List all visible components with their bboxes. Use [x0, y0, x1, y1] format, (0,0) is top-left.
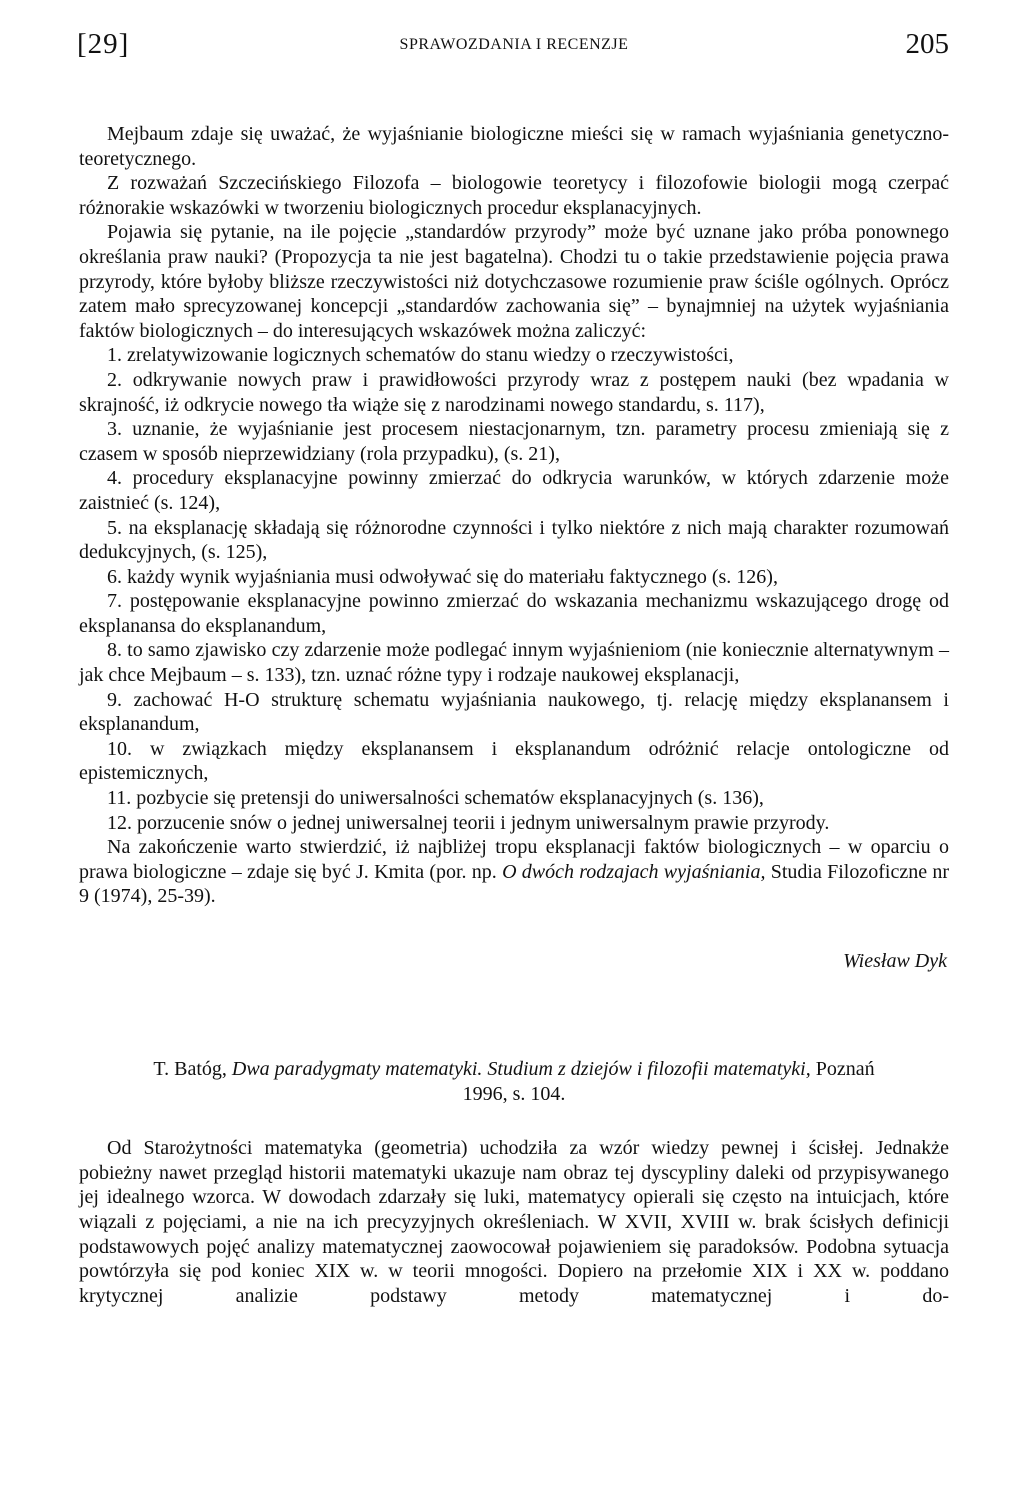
article-continuation	[79, 122, 949, 909]
list-item: 5. na eksplanację składają się różnorodne czynności i tylko niektóre z nich mają charakter rozumowań dedukcyjnych, (s. 125),	[79, 516, 949, 564]
review-text	[79, 1136, 949, 1308]
list-item: 6. każdy wynik wyjaśniania musi odwoływać się do materiału faktycznego (s. 126),	[107, 565, 778, 588]
paragraph: Pojawia się pytanie, na ile pojęcie „standardów przyrody” może być uznane jako próba ponownego określania praw nauki? (Propozycja ta nie jest bagatelna). Chodzi tu o takie przedstawienie pojęcia prawa przyrody, które byłoby bliższe rzeczywistości niż dotychczasowe rozumienie praw ściśle ogólnych. Oprócz zatem mało sprecyzowanej koncepcji „standardów zachowania się” – bynajmniej na użytek wyjaśniania faktów biologicznych – do interesujących wskazówek można zaliczyć:	[79, 221, 949, 342]
numbered-list	[79, 343, 949, 835]
review-heading	[79, 1057, 949, 1106]
review-book-title: Dwa paradygmaty matematyki. Studium z dziejów i filozofii matematyki,	[231, 1058, 811, 1080]
conclusion-text: Na zakończenie warto stwierdzić, iż najbliżej tropu eksplanacji faktów biologicznych – w oparciu o prawa biologiczne – zdaje się być J. Kmita (por. np.	[79, 836, 949, 883]
page-number: 205	[905, 28, 949, 60]
list-item: 10. w związkach między eksplanansem i eksplanandum odróżnić relacje ontologiczne od epistemicznych,	[79, 737, 949, 785]
page-reference: [29]	[77, 28, 130, 60]
list-item: 3. uznanie, że wyjaśnianie jest procesem niestacjonarnym, tzn. parametry procesu zmieniają się z czasem w sposób nieprzewidziany (rola przypadku), (s. 21),	[79, 418, 949, 465]
list-item: 8. to samo zjawisko czy zdarzenie może podlegać innym wyjaśnieniom (nie koniecznie alternatywnym – jak chce Mejbaum – s. 133), tzn. uznać różne typy i rodzaje naukowej eksplanacji,	[79, 639, 949, 687]
section-title: SPRAWOZDANIA I RECENZJE	[399, 36, 629, 53]
list-item: 7. postępowanie eksplanacyjne powinno zmierzać do wskazania mechanizmu wskazującego drogę od eksplanansa do eksplanandum,	[79, 590, 949, 637]
list-item: 2. odkrywanie nowych praw i prawidłowości przyrody wraz z postępem nauki (bez wpadania w skrajność, iż odkrycie nowego tła wiąże się z narodzinami nowego standardu, s. 117),	[79, 368, 949, 416]
running-header	[79, 28, 949, 72]
cited-work-title: O dwóch rodzajach wyjaśniania,	[502, 860, 766, 883]
list-item: 9. zachować H-O strukturę schematu wyjaśniania naukowego, tj. relację między eksplanansem i eksplanandum,	[79, 688, 949, 736]
list-item: 11. pozbycie się pretensji do uniwersalności schematów eksplanacyjnych (s. 136),	[107, 787, 764, 810]
list-item: 1. zrelatywizowanie logicznych schematów do stanu wiedzy o rzeczywistości,	[107, 344, 734, 367]
paragraph: Z rozważań Szczecińskiego Filozofa – biologowie teoretycy i filozofowie biologii mogą czerpać różnorakie wskazówki w tworzeniu biologicznych procedur eksplanacyjnych.	[79, 172, 949, 219]
review-publication: Poznań 1996, s. 104.	[462, 1058, 875, 1105]
conclusion-paragraph	[79, 835, 949, 909]
conclusion-citation: Studia Filozoficzne nr 9 (1974), 25-39).	[79, 860, 949, 908]
author-signature: Wiesław Dyk	[843, 950, 947, 972]
paragraph: Od Starożytności matematyka (geometria) uchodziła za wzór wiedzy pewnej i ścisłej. Jednakże pobieżny nawet przegląd historii matematyki ukazuje nam obraz tej dyscypliny daleki od przypisywanego jej idealnego wzorca. W dowodach zdarzały się luki, matematycy opierali się często na intuicjach, które wiązali z pojęciami, a nie na ich precyzyjnych określeniach. W XVII, XVIII w. brak ścisłych definicji podstawowych pojęć analizy matematycznej zaowocował pojawieniem się paradoksów. Podobna sytuacja powtórzyła się pod koniec XIX w. w teorii mnogości. Dopiero na przełomie XIX i XX w. poddano krytycznej analizie podstawy metody matematycznej i do-	[79, 1137, 949, 1307]
list-item: 4. procedury eksplanacyjne powinny zmierzać do odkrycia warunków, w których zdarzenie może zaistnieć (s. 124),	[79, 467, 949, 514]
paragraph: Mejbaum zdaje się uważać, że wyjaśnianie biologiczne mieści się w ramach wyjaśniania genetyczno-teoretycznego.	[79, 123, 949, 170]
list-item: 12. porzucenie snów o jednej uniwersalnej teorii i jednym uniwersalnym prawie przyrody.	[107, 811, 830, 834]
document-page	[79, 28, 949, 1308]
review-author: T. Batóg,	[153, 1058, 232, 1080]
